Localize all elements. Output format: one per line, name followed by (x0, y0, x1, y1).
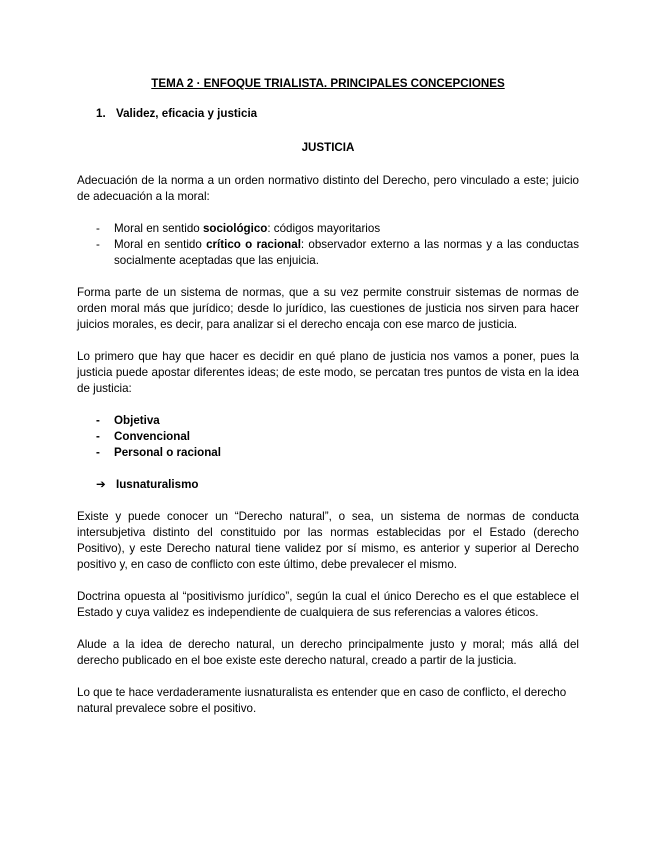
paragraph-doctrina-opuesta: Doctrina opuesta al “positivismo jurídico”, según la cual el único Derecho es el que establece el Estado y cuya validez es independiente de cualquiera de sus referencias a valores éticos. (77, 590, 579, 619)
dash-bullet: - (96, 446, 100, 459)
list-item-label: Convencional (114, 430, 191, 443)
paragraph-sistema-normas: Forma parte de un sistema de normas, que a su vez permite construir sistemas de normas de orden moral más que jurídico; desde lo jurídico, las cuestiones de justicia nos sirven para hacer juicios morales, es decir, para analizar si el derecho encaja con ese marco de justicia. (77, 286, 579, 331)
paragraph-adecuacion: Adecuación de la norma a un orden normativo distinto del Derecho, pero vinculado a este; juicio de adecuación a la moral: (77, 174, 579, 203)
document-title: TEMA 2 · ENFOQUE TRIALISTA. PRINCIPALES CONCEPCIONES (151, 77, 505, 90)
list-item-label: Objetiva (114, 414, 160, 427)
list-item-text-post: : observador externo a las normas y a las conductas socialmente aceptadas que las enjuicia. (114, 238, 580, 267)
paragraph-plano-justicia: Lo primero que hay que hacer es decidir en qué plano de justicia nos vamos a poner, pues la justicia puede apostar diferentes ideas; de este modo, se percatan tres puntos de vista en la idea de justicia: (77, 350, 579, 395)
list-item (77, 429, 579, 445)
paragraph-derecho-natural: Existe y puede conocer un “Derecho natural”, o sea, un sistema de normas de conducta intersubjetiva distinto del constituido por las normas establecidas por el Estado (derecho Positivo), y este Derecho natural tiene validez por sí mismo, es anterior y superior al Derecho positivo y, en caso de conflicto con este último, debe prevalecer el mismo. (77, 510, 579, 571)
dash-bullet: - (96, 430, 100, 443)
paragraph-alude: Alude a la idea de derecho natural, un derecho principalmente justo y moral; más allá del derecho publicado en el boe existe este derecho natural, creado a partir de la justicia. (77, 638, 579, 667)
arrow-heading-label: Iusnaturalismo (116, 478, 199, 491)
arrow-right-icon: ➔ (96, 478, 106, 491)
section-heading (96, 106, 579, 122)
dash-bullet: - (96, 222, 100, 235)
section-label: Validez, eficacia y justicia (116, 107, 258, 120)
list-item (77, 445, 579, 461)
list-item-label: Personal o racional (114, 446, 221, 459)
list-item-text-bold: sociológico (202, 222, 268, 235)
list-item-text-bold: crítico o racional (206, 238, 301, 251)
dash-bullet: - (96, 414, 100, 427)
list-item (77, 237, 579, 269)
section-number: 1. (96, 107, 106, 120)
list-item-text-pre: Moral en sentido (114, 222, 203, 235)
list-item (77, 221, 579, 237)
list-item-text-pre: Moral en sentido (114, 238, 207, 251)
subtitle-justicia: JUSTICIA (301, 141, 355, 154)
dash-bullet: - (96, 238, 100, 251)
arrow-heading (96, 477, 579, 493)
list-item-text-post: : códigos mayoritarios (267, 222, 381, 235)
paragraph-iusnaturalista: Lo que te hace verdaderamente iusnaturalista es entender que en caso de conflicto, el derecho natural prevalece sobre el positivo. (77, 686, 567, 715)
views-list (77, 413, 579, 461)
moral-list (77, 221, 579, 269)
list-item (77, 413, 579, 429)
